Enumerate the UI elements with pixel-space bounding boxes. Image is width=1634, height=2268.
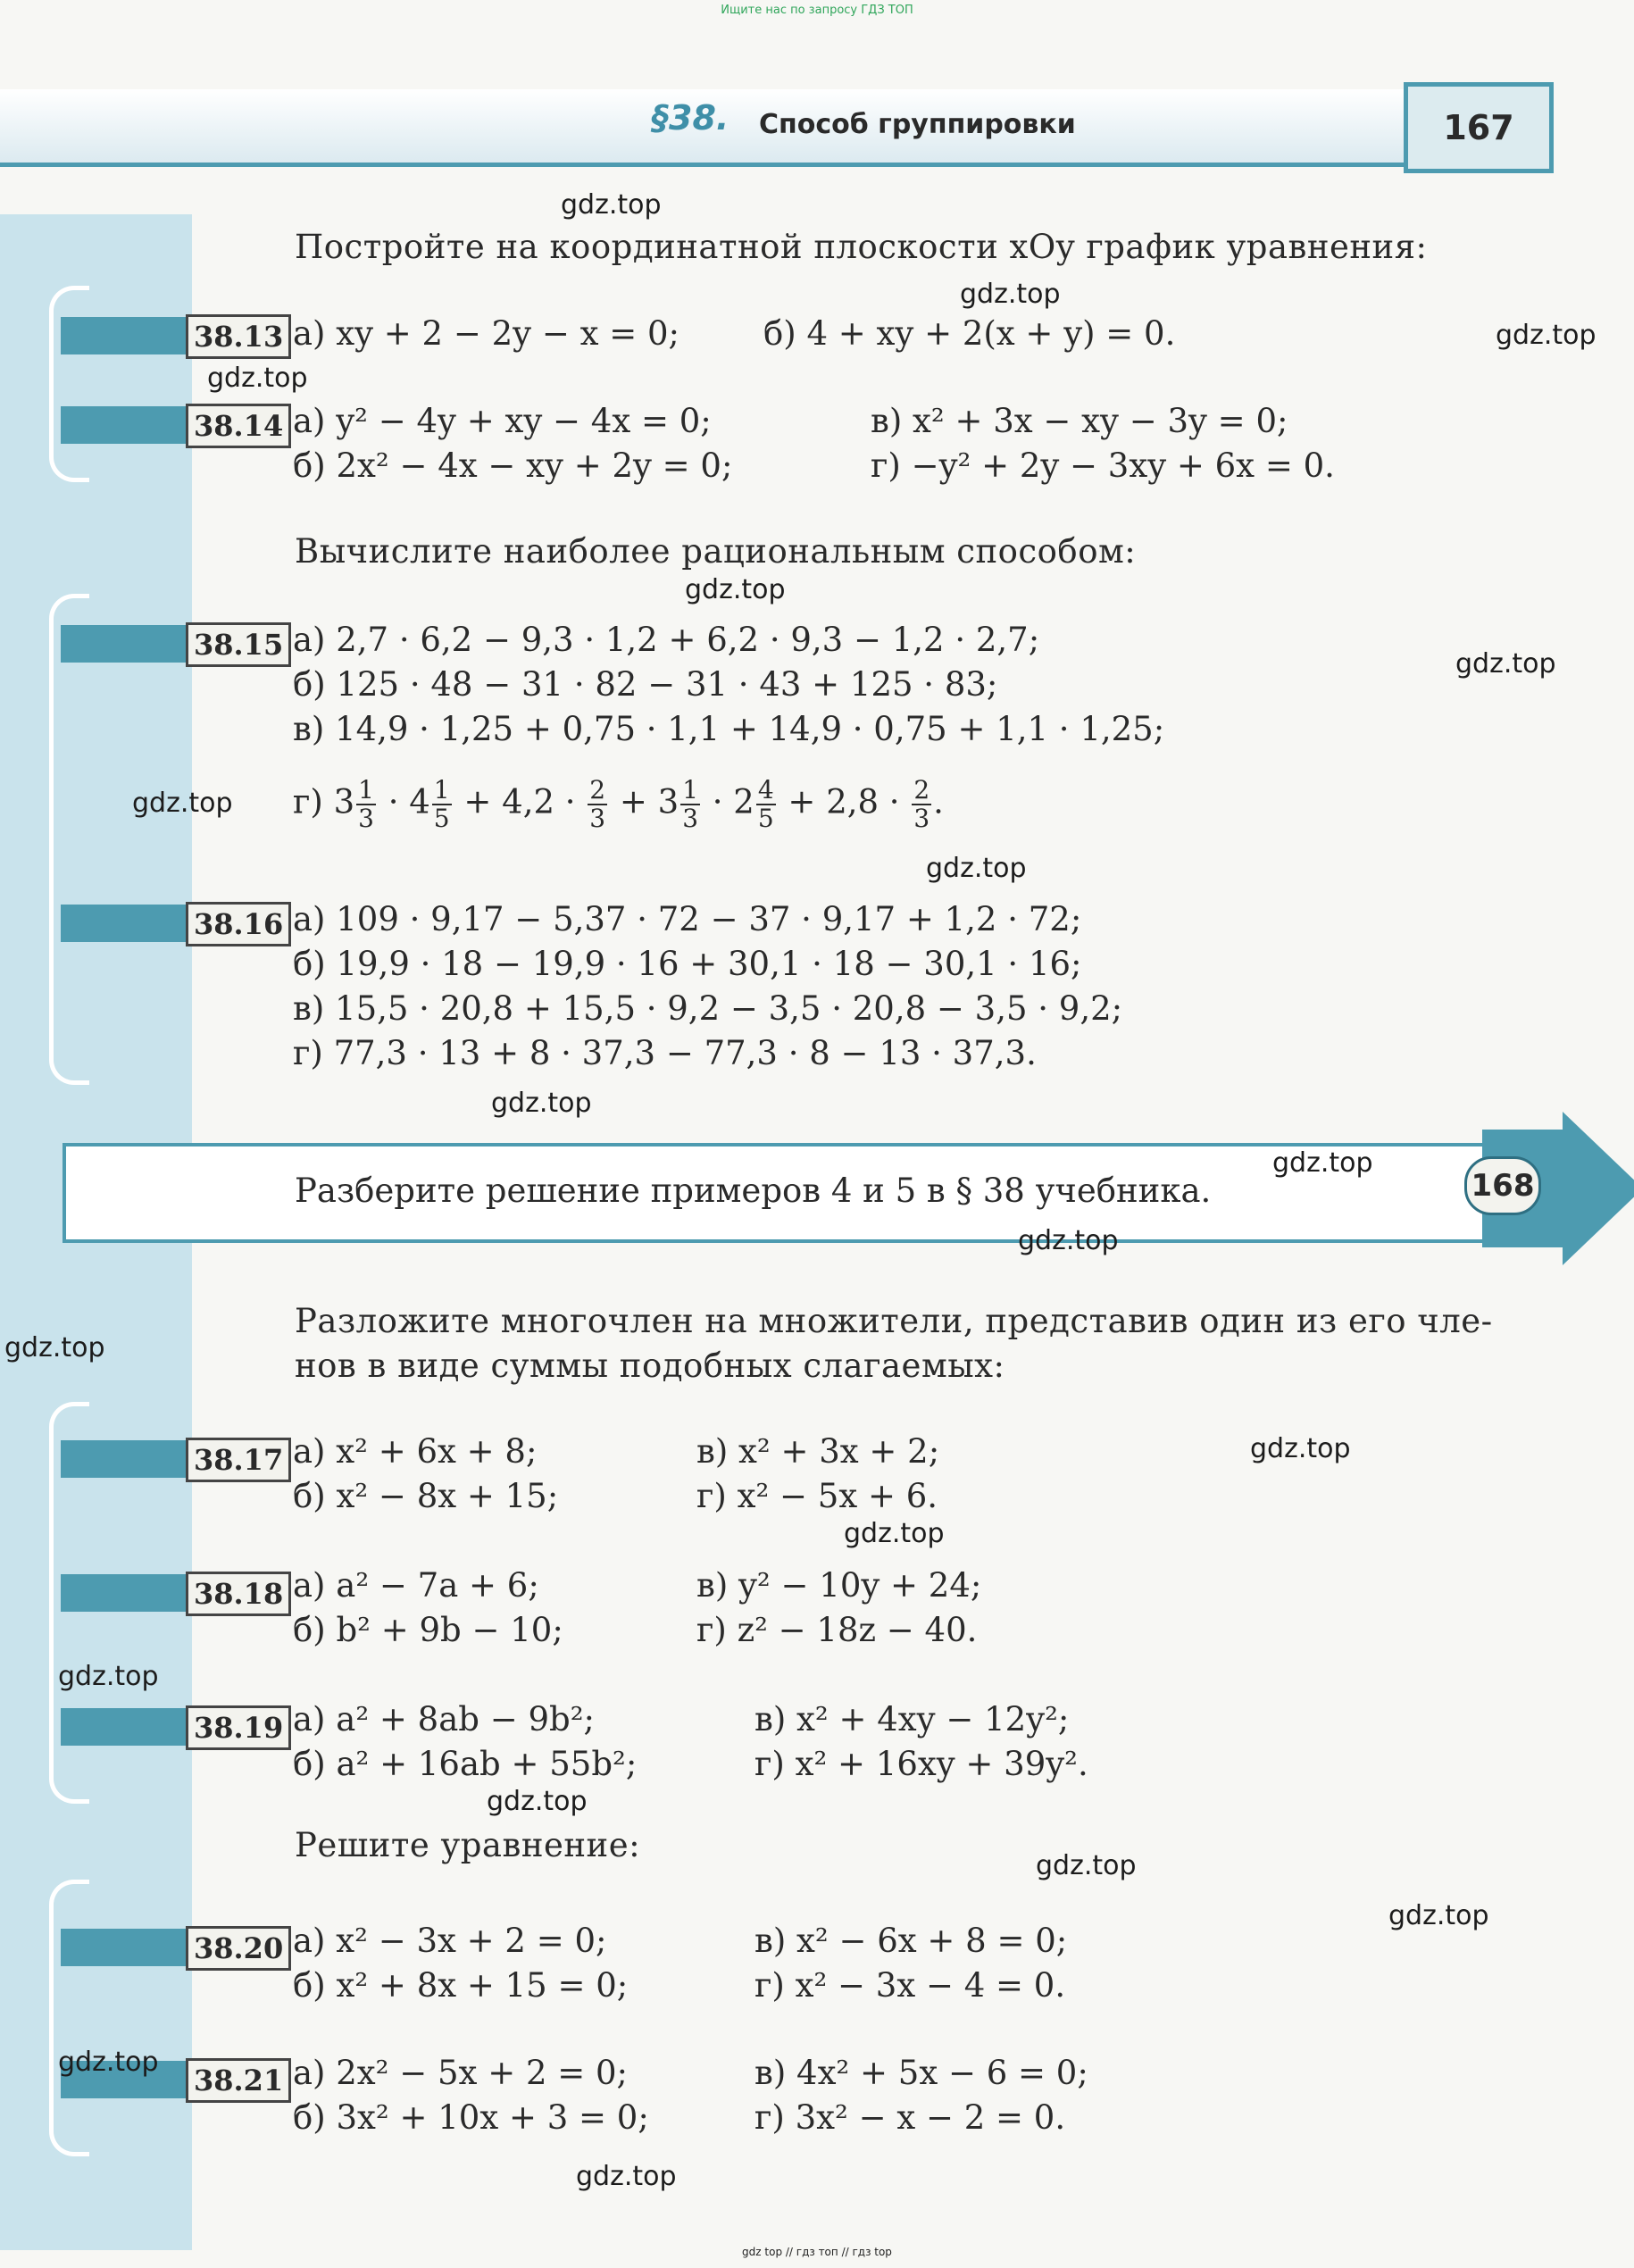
exercise-number: 38.16: [186, 902, 291, 946]
instruction-compute: Вычислите наиболее рациональным способом:: [295, 532, 1137, 571]
exercise-line: г) 77,3 · 13 + 8 · 37,3 − 77,3 · 8 − 13 · 37,3.: [293, 1034, 1037, 1072]
exercise-line: в) 4x² + 5x − 6 = 0;: [754, 2054, 1088, 2092]
exercise-line: б) x² + 8x + 15 = 0;: [293, 1966, 629, 2005]
exercise-line: г) z² − 18z − 40.: [696, 1611, 978, 1649]
watermark: gdz.top: [487, 1786, 588, 1817]
watermark: gdz.top: [58, 1661, 159, 1692]
exercise-line: в) x² − 6x + 8 = 0;: [754, 1922, 1068, 1960]
exercise-number: 38.20: [186, 1926, 291, 1971]
exercise-line: а) y² − 4y + xy − 4x = 0;: [293, 402, 712, 440]
exercise-line: г) x² + 16xy + 39y².: [754, 1745, 1088, 1783]
watermark: gdz.top: [1018, 1225, 1119, 1256]
header-bar: [0, 89, 1464, 167]
page-number: 167: [1404, 82, 1554, 173]
watermark: gdz.top: [491, 1088, 592, 1119]
watermark: gdz.top: [1272, 1147, 1373, 1179]
exercise-line: в) x² + 4xy − 12y²;: [754, 1700, 1070, 1739]
exercise-line: в) x² + 3x − xy − 3y = 0;: [871, 402, 1288, 440]
exercise-line: б) 19,9 · 18 − 19,9 · 16 + 30,1 · 18 − 30,1 · 16;: [293, 945, 1082, 983]
bracket: [49, 594, 89, 1085]
bracket: [49, 1880, 89, 2156]
exercise-line: б) x² − 8x + 15;: [293, 1477, 559, 1515]
watermark: gdz.top: [58, 2047, 159, 2078]
watermark: gdz.top: [132, 788, 233, 819]
watermark: gdz.top: [1036, 1850, 1137, 1881]
exercise-line: г) x² − 3x − 4 = 0.: [754, 1966, 1066, 2005]
exercise-line: а) xy + 2 − 2y − x = 0;: [293, 314, 679, 353]
watermark: gdz.top: [1388, 1900, 1489, 1931]
reference-text: Разберите решение примеров 4 и 5 в § 38 учебника.: [295, 1172, 1212, 1210]
exercise-line: а) 2x² − 5x + 2 = 0;: [293, 2054, 629, 2092]
watermark: gdz.top: [685, 574, 786, 605]
watermark: gdz.top: [926, 853, 1027, 884]
exercise-line: а) 109 · 9,17 − 5,37 · 72 − 37 · 9,17 + 1,2 · 72;: [293, 900, 1082, 938]
watermark: gdz.top: [844, 1518, 945, 1549]
watermark: gdz.top: [960, 279, 1061, 310]
watermark: gdz.top: [1455, 648, 1556, 680]
exercise-line-fractions: г) 3 $\frac{1}{3}$ · 4 $\frac{1}{5}$ + 4,2 · $\frac{2}{3}$ + 3 $\frac{1}{3}$ · 2 $\frac{4}{5}$ + 2,8 · $\frac{2}{3}$ .: [293, 775, 944, 833]
next-page-number: 168: [1464, 1156, 1541, 1215]
instruction-factor: нов в виде суммы подобных слагаемых:: [295, 1347, 1005, 1385]
exercise-line: в) y² − 10y + 24;: [696, 1566, 982, 1605]
exercise-number: 38.18: [186, 1572, 291, 1616]
exercise-line: а) 2,7 · 6,2 − 9,3 · 1,2 + 6,2 · 9,3 − 1,2 · 2,7;: [293, 621, 1040, 659]
exercise-line: а) a² + 8ab − 9b²;: [293, 1700, 596, 1739]
exercise-line: г) 3x² − x − 2 = 0.: [754, 2098, 1066, 2137]
exercise-line: б) 2x² − 4x − xy + 2y = 0;: [293, 446, 733, 485]
watermark: gdz.top: [561, 189, 662, 221]
watermark: gdz.top: [1496, 320, 1596, 351]
instruction-solve: Решите уравнение:: [295, 1826, 641, 1864]
watermark: gdz.top: [1250, 1433, 1351, 1464]
exercise-number: 38.21: [186, 2058, 291, 2103]
exercise-number: 38.14: [186, 404, 291, 448]
exercise-line: в) 14,9 · 1,25 + 0,75 · 1,1 + 14,9 · 0,75 + 1,1 · 1,25;: [293, 710, 1165, 748]
exercise-line: б) 125 · 48 − 31 · 82 − 31 · 43 + 125 · 83;: [293, 665, 998, 704]
exercise-line: г) x² − 5x + 6.: [696, 1477, 938, 1515]
section-number: §38.: [652, 98, 729, 138]
exercise-line: б) 4 + xy + 2(x + y) = 0.: [763, 314, 1176, 353]
exercise-number: 38.13: [186, 314, 291, 359]
top-note: Ищите нас по запросу ГДЗ ТОП: [721, 4, 913, 17]
exercise-number: 38.17: [186, 1438, 291, 1482]
exercise-line: г) −y² + 2y − 3xy + 6x = 0.: [871, 446, 1335, 485]
exercise-line: в) 15,5 · 20,8 + 15,5 · 9,2 − 3,5 · 20,8 − 3,5 · 9,2;: [293, 989, 1123, 1028]
exercise-number: 38.19: [186, 1705, 291, 1750]
instruction-plot: Постройте на координатной плоскости xOy график уравнения:: [295, 228, 1428, 266]
exercise-line: б) a² + 16ab + 55b²;: [293, 1745, 638, 1783]
watermark: gdz.top: [576, 2161, 677, 2192]
watermark: gdz.top: [207, 363, 308, 394]
bottom-note: gdz top // гдз топ // гдз top: [742, 2246, 892, 2258]
exercise-line: б) 3x² + 10x + 3 = 0;: [293, 2098, 649, 2137]
exercise-line: а) a² − 7a + 6;: [293, 1566, 539, 1605]
exercise-number: 38.15: [186, 622, 291, 667]
instruction-factor: Разложите многочлен на множители, представив один из его чле-: [295, 1302, 1493, 1340]
page-arrow-head: [1563, 1112, 1634, 1265]
exercise-line: а) x² − 3x + 2 = 0;: [293, 1922, 607, 1960]
section-title: Способ группировки: [759, 109, 1076, 140]
exercise-line: а) x² + 6x + 8;: [293, 1432, 538, 1471]
bracket: [49, 286, 89, 482]
exercise-line: в) x² + 3x + 2;: [696, 1432, 940, 1471]
exercise-line: б) b² + 9b − 10;: [293, 1611, 563, 1649]
watermark: gdz.top: [4, 1332, 105, 1363]
